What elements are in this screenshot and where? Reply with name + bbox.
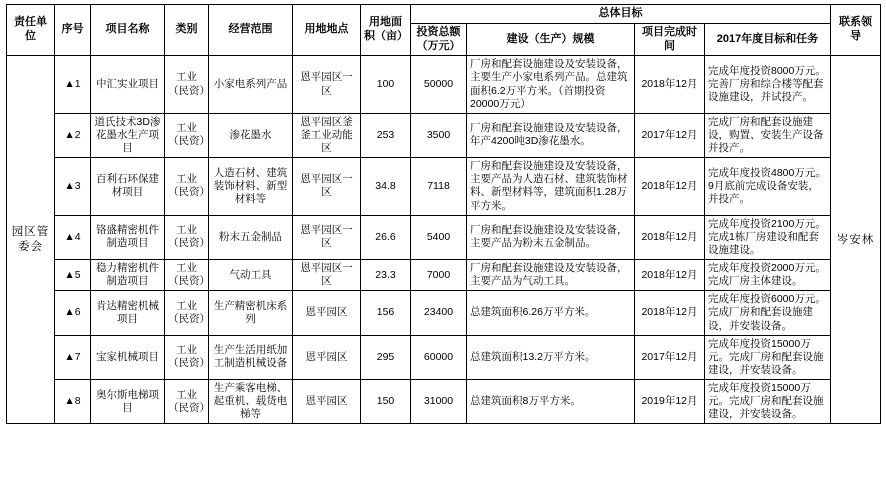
row-location: 恩平园区 — [293, 291, 361, 335]
row-seq: ▲2 — [55, 113, 91, 157]
row-investment: 7118 — [411, 158, 467, 216]
row-project-name: 中汇实业项目 — [91, 56, 165, 114]
row-scope: 生产精密机床系列 — [209, 291, 293, 335]
row-completion: 2018年12月 — [635, 158, 705, 216]
row-area: 100 — [361, 56, 411, 114]
row-year-goal: 完成年度投资15000万元。完成厂房和配套设施建设，并安装设备。 — [705, 380, 831, 424]
row-category: 工业（民资） — [165, 56, 209, 114]
table-row — [7, 113, 881, 157]
row-scale: 厂房和配套设施建设及安装设备，主要生产小家电系列产品。总建筑面积6.2万平方米。（首期投资20000万元） — [467, 56, 635, 114]
row-scope: 人造石材、建筑装饰材料、新型材料等 — [209, 158, 293, 216]
row-location: 恩平园区 — [293, 380, 361, 424]
row-project-name: 稳力精密机件制造项目 — [91, 260, 165, 291]
table-row — [7, 158, 881, 216]
row-project-name: 奥尔斯电梯项目 — [91, 380, 165, 424]
row-area: 34.8 — [361, 158, 411, 216]
row-seq: ▲1 — [55, 56, 91, 114]
table-row — [7, 380, 881, 424]
header-land-location: 用地地点 — [293, 5, 361, 56]
row-investment: 5400 — [411, 215, 467, 259]
row-scope: 渗花墨水 — [209, 113, 293, 157]
header-overall-goal: 总体目标 — [411, 5, 831, 24]
project-plan-table — [6, 4, 881, 424]
row-scale: 总建筑面积6.26万平方米。 — [467, 291, 635, 335]
row-seq: ▲7 — [55, 335, 91, 379]
row-location: 恩平园区一区 — [293, 215, 361, 259]
row-seq: ▲5 — [55, 260, 91, 291]
table-row — [7, 56, 881, 114]
row-location: 恩平园区一区 — [293, 56, 361, 114]
row-completion: 2018年12月 — [635, 291, 705, 335]
row-scale: 总建筑面积8万平方米。 — [467, 380, 635, 424]
dept-cell: 园区管委会 — [7, 56, 55, 424]
row-scale: 厂房和配套设施建设及安装设备，主要产品为人造石材、建筑装饰材料、新型材料等，建筑面积1.28万平方米。 — [467, 158, 635, 216]
row-scope: 气动工具 — [209, 260, 293, 291]
row-year-goal: 完成年度投资4800万元。9月底前完成设备安装，并投产。 — [705, 158, 831, 216]
table-row — [7, 335, 881, 379]
row-category: 工业（民资） — [165, 335, 209, 379]
row-category: 工业（民资） — [165, 291, 209, 335]
header-project-name: 项目名称 — [91, 5, 165, 56]
table-body — [7, 56, 881, 424]
row-scope: 粉末五金制品 — [209, 215, 293, 259]
header-seq: 序号 — [55, 5, 91, 56]
table-header-row-1 — [7, 5, 881, 24]
row-project-name: 铬盛精密机件制造项目 — [91, 215, 165, 259]
row-area: 150 — [361, 380, 411, 424]
row-project-name: 肯达精密机械项目 — [91, 291, 165, 335]
row-location: 恩平园区 — [293, 335, 361, 379]
row-seq: ▲4 — [55, 215, 91, 259]
row-area: 156 — [361, 291, 411, 335]
row-scale: 厂房和配套设施建设及安装设备，主要产品为粉末五金制品。 — [467, 215, 635, 259]
table-row — [7, 291, 881, 335]
row-scope: 小家电系列产品 — [209, 56, 293, 114]
row-completion: 2018年12月 — [635, 56, 705, 114]
row-completion: 2018年12月 — [635, 215, 705, 259]
table-row — [7, 215, 881, 259]
row-year-goal: 完成年度投资2000万元。完成厂房主体建设。 — [705, 260, 831, 291]
leader-cell: 岑安林 — [831, 56, 881, 424]
row-category: 工业（民资） — [165, 380, 209, 424]
row-area: 26.6 — [361, 215, 411, 259]
row-completion: 2017年12月 — [635, 335, 705, 379]
header-scope: 经营范围 — [209, 5, 293, 56]
row-completion: 2018年12月 — [635, 260, 705, 291]
row-project-name: 宝家机械项目 — [91, 335, 165, 379]
row-investment: 7000 — [411, 260, 467, 291]
header-category: 类别 — [165, 5, 209, 56]
header-contact-leader: 联系领导 — [831, 5, 881, 56]
row-scope: 生产生活用纸加工制造机械设备 — [209, 335, 293, 379]
row-scale: 厂房和配套设施建设及安装设备，主要产品为气动工具。 — [467, 260, 635, 291]
row-location: 恩平园区一区 — [293, 158, 361, 216]
header-completion-time: 项目完成时间 — [635, 23, 705, 56]
row-scale: 总建筑面积13.2万平方米。 — [467, 335, 635, 379]
header-year-goal: 2017年度目标和任务 — [705, 23, 831, 56]
row-investment: 60000 — [411, 335, 467, 379]
row-area: 23.3 — [361, 260, 411, 291]
row-investment: 3500 — [411, 113, 467, 157]
row-year-goal: 完成年度投资6000万元。完成厂房和配套设施建设，并安装设备。 — [705, 291, 831, 335]
row-category: 工业（民资） — [165, 113, 209, 157]
row-year-goal: 完成年度投资15000万元。完成厂房和配套设施建设，并安装设备。 — [705, 335, 831, 379]
row-location: 恩平园区釜釜工业动能区 — [293, 113, 361, 157]
row-investment: 31000 — [411, 380, 467, 424]
header-investment-total: 投资总额（万元） — [411, 23, 467, 56]
row-scale: 厂房和配套设施建设及安装设备，年产4200吨3D渗花墨水。 — [467, 113, 635, 157]
row-investment: 50000 — [411, 56, 467, 114]
row-area: 253 — [361, 113, 411, 157]
header-land-area: 用地面积（亩） — [361, 5, 411, 56]
row-seq: ▲8 — [55, 380, 91, 424]
row-category: 工业（民资） — [165, 215, 209, 259]
row-project-name: 百利石环保建材项目 — [91, 158, 165, 216]
table-row — [7, 260, 881, 291]
header-dept: 责任单位 — [7, 5, 55, 56]
row-completion: 2017年12月 — [635, 113, 705, 157]
row-year-goal: 完成年度投资8000万元。完善厂房和综合楼等配套设施建设，并试投产。 — [705, 56, 831, 114]
row-category: 工业（民资） — [165, 158, 209, 216]
row-completion: 2019年12月 — [635, 380, 705, 424]
row-area: 295 — [361, 335, 411, 379]
row-year-goal: 完成厂房和配套设施建设，购置、安装生产设备并投产。 — [705, 113, 831, 157]
row-investment: 23400 — [411, 291, 467, 335]
row-location: 恩平园区一区 — [293, 260, 361, 291]
header-build-scale: 建设（生产）规模 — [467, 23, 635, 56]
row-project-name: 道氏技术3D渗花墨水生产项目 — [91, 113, 165, 157]
row-year-goal: 完成年度投资2100万元。完成1栋厂房建设和配套设施建设。 — [705, 215, 831, 259]
row-seq: ▲6 — [55, 291, 91, 335]
row-category: 工业（民资） — [165, 260, 209, 291]
row-seq: ▲3 — [55, 158, 91, 216]
row-scope: 生产乘客电梯、起重机、载货电梯等 — [209, 380, 293, 424]
